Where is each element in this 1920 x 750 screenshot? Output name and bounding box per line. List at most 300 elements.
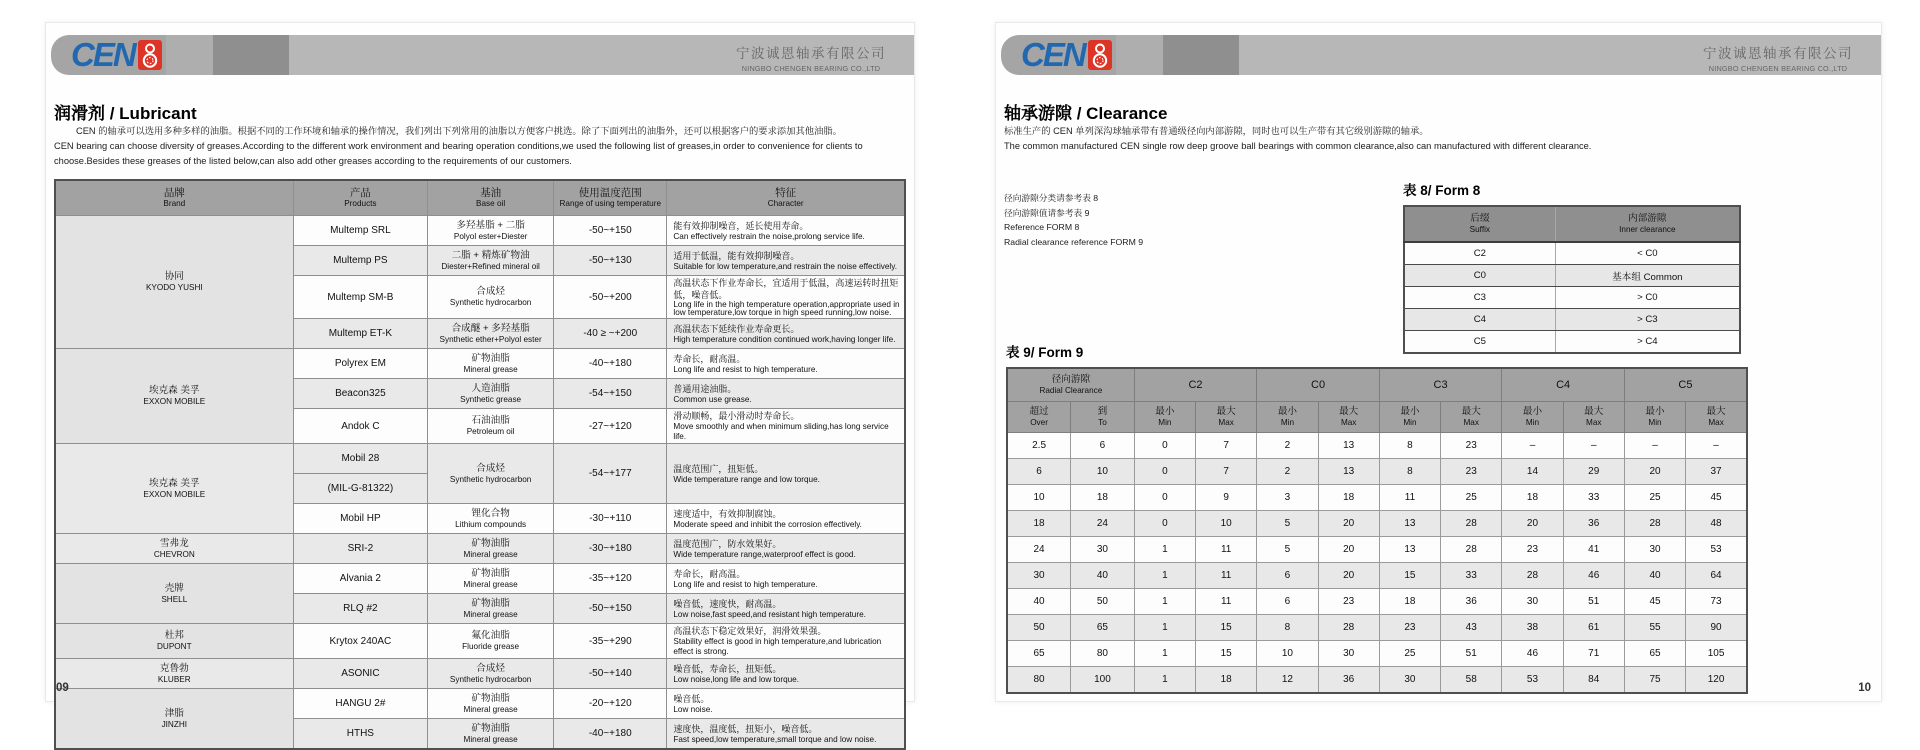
character-cell [667, 216, 905, 246]
page-number-right: 10 [1858, 682, 1871, 694]
cell-line-en: Fluoride grease [462, 642, 520, 651]
value-cell: 90 [1686, 615, 1747, 641]
table-row [1007, 433, 1747, 459]
value-cell: 0 [1134, 485, 1195, 511]
character-cn: 噪音低，寿命长，扭矩低。 [673, 663, 782, 674]
suffix-cell: C2 [1404, 242, 1555, 265]
lubricant-intro [54, 124, 906, 169]
cell-line-cn: 最小 [1400, 406, 1420, 417]
company-block [1703, 42, 1853, 73]
character-cn: 高温状态下延续作业寿命更长。 [673, 323, 800, 334]
page-number-left: 09 [56, 682, 69, 694]
character-cell [667, 689, 905, 719]
character-cell [667, 379, 905, 409]
character-en: Fast speed,low temperature,small torque and low noise. [673, 734, 877, 744]
clearance-intro-cn: 标准生产的 CEN 单列深沟球轴承带有普通级径向内部游隙，同时也可以生产带有其它级别游隙的轴承。 [1004, 126, 1429, 136]
header-bar [51, 35, 914, 75]
cell-line-en: Max [1340, 418, 1357, 427]
table-row [1404, 265, 1740, 287]
table-row [1404, 309, 1740, 331]
value-cell: 45 [1624, 589, 1685, 615]
product-cell: Alvania 2 [293, 564, 428, 594]
character-cn: 寿命长，耐高温。 [673, 568, 746, 579]
value-cell: 5 [1257, 537, 1318, 563]
value-cell: 0 [1134, 459, 1195, 485]
form8-title: 表 8/ Form 8 [1403, 183, 1481, 198]
cen-logo [71, 37, 162, 73]
cell-line-en: Petroleum oil [466, 427, 515, 436]
product-cell: Multemp SRL [293, 216, 428, 246]
value-cell: 73 [1686, 589, 1747, 615]
temperature-range-cell: -35~+120 [554, 564, 667, 594]
value-cell: 23 [1441, 433, 1502, 459]
table-row [55, 444, 905, 474]
value-cell: 11 [1196, 589, 1257, 615]
value-cell: 33 [1563, 485, 1624, 511]
value-cell: 6 [1257, 563, 1318, 589]
inner-clearance-header [1555, 206, 1740, 242]
character-en: Low noise. [673, 704, 713, 714]
lubricant-intro-en1: CEN bearing can choose diversity of greases.According to the different work environment and bearing operation conditions,we used the following list of greases,in order to convenience for [54, 141, 824, 151]
value-cell: 53 [1502, 667, 1563, 694]
base-oil-cell [428, 379, 554, 409]
value-cell: 40 [1007, 589, 1071, 615]
product-cell: HTHS [293, 719, 428, 750]
base-oil-cell [428, 246, 554, 276]
character-cell [667, 594, 905, 624]
value-cell: 53 [1686, 537, 1747, 563]
value-cell: 20 [1502, 511, 1563, 537]
character-cn: 温度范围广，扭矩低。 [673, 463, 764, 474]
cell-line-cn: 最大 [1461, 406, 1481, 417]
cell-line-cn: 最小 [1277, 406, 1297, 417]
cell-line-en: DUPONT [157, 642, 192, 651]
character-en: Moderate speed and inhibit the corrosion effectively. [673, 519, 862, 529]
cell-line-en: Suffix [1469, 225, 1491, 234]
value-cell: 18 [1007, 511, 1071, 537]
value-cell: 10 [1007, 485, 1071, 511]
cell-line-en: Inner clearance [1619, 225, 1676, 234]
value-cell: 30 [1318, 641, 1379, 667]
cen-logo [1021, 37, 1112, 73]
brand-cell [55, 534, 293, 564]
column-header [667, 180, 905, 216]
cell-line-cn: 后缀 [1470, 213, 1490, 224]
cell-line-cn: 杜邦 [164, 630, 184, 641]
cell-line-en: Lithium compounds [455, 519, 527, 529]
value-cell: 10 [1071, 459, 1135, 485]
temperature-range-cell: -54~+177 [554, 444, 667, 504]
form8-section [1403, 179, 1741, 354]
value-cell: 30 [1379, 667, 1440, 694]
temperature-range-cell: -50~+150 [554, 594, 667, 624]
value-cell: 1 [1134, 589, 1195, 615]
value-cell: 15 [1379, 563, 1440, 589]
value-cell: 18 [1502, 485, 1563, 511]
table-row [55, 624, 905, 659]
cell-line-en: Min [1280, 418, 1295, 427]
value-cell: 12 [1257, 667, 1318, 694]
cell-line-cn: 二脂 + 精炼矿物油 [451, 249, 530, 261]
lubricant-table-head [55, 180, 905, 216]
cen-logo-text: CEN [71, 36, 135, 73]
clearance-cell: > C0 [1555, 287, 1740, 309]
character-cell [667, 246, 905, 276]
temperature-range-cell: -40~+180 [554, 349, 667, 379]
max-header [1686, 402, 1747, 433]
character-en: Stability effect is good in high temperature,and lubrication effect is strong. [673, 637, 882, 656]
temperature-range-cell: -30~+110 [554, 504, 667, 534]
cell-line-en: SHELL [161, 594, 188, 604]
value-cell: 1 [1134, 563, 1195, 589]
cell-line-en: Mineral grease [463, 579, 518, 589]
value-cell: 20 [1318, 563, 1379, 589]
cell-line-en: KYODO YUSHI [145, 283, 203, 292]
header-bar [1001, 35, 1881, 75]
value-cell: 58 [1441, 667, 1502, 694]
value-cell: 13 [1318, 433, 1379, 459]
value-cell: 13 [1379, 537, 1440, 563]
product-cell: Krytox 240AC [293, 624, 428, 659]
header-row [1007, 368, 1747, 402]
value-cell: 36 [1318, 667, 1379, 694]
character-en: Low noise,long life and low torque. [673, 674, 799, 684]
value-cell: 18 [1071, 485, 1135, 511]
lubricant-table [54, 179, 906, 750]
clearance-intro-en: The common manufactured CEN single row deep groove ball bearings with common clearance,also can manufactured with different clearance. [1004, 141, 1592, 151]
value-cell: 64 [1686, 563, 1747, 589]
subheader-row [1007, 402, 1747, 433]
brand-cell [55, 349, 293, 444]
product-cell: Beacon325 [293, 379, 428, 409]
cen-logo-text: CEN [1021, 36, 1085, 73]
clearance-group-header: C2 [1134, 368, 1257, 402]
cell-line-cn: 合成烃 [476, 286, 506, 297]
base-oil-cell [428, 534, 554, 564]
cell-line-en: Diester+Refined mineral oil [441, 261, 540, 271]
value-cell: 1 [1134, 641, 1195, 667]
form8-head [1404, 206, 1740, 242]
value-cell: 84 [1563, 667, 1624, 694]
temperature-range-cell: -54~+150 [554, 379, 667, 409]
table-row [1007, 485, 1747, 511]
character-cn: 普通用途油脂。 [673, 383, 737, 394]
cell-line-cn: 最大 [1706, 406, 1726, 417]
brand-cell [55, 444, 293, 534]
cell-line-en: Base oil [476, 199, 506, 208]
value-cell: 65 [1624, 641, 1685, 667]
table-row [1007, 667, 1747, 694]
max-header [1318, 402, 1379, 433]
value-cell: 20 [1318, 537, 1379, 563]
column-header [293, 180, 428, 216]
character-en: Can effectively restrain the noise,prolong service life. [673, 231, 865, 241]
company-name-en: NINGBO CHENGEN BEARING CO.,LTD [1708, 64, 1848, 73]
value-cell: 28 [1318, 615, 1379, 641]
suffix-header [1404, 206, 1555, 242]
cell-line-cn: 矿物油脂 [471, 597, 510, 609]
value-cell: 2 [1257, 459, 1318, 485]
base-oil-cell [428, 564, 554, 594]
product-cell: ASONIC [293, 659, 428, 689]
table-row [55, 659, 905, 689]
cell-line-en: Mineral grease [463, 704, 518, 714]
max-header [1196, 402, 1257, 433]
clearance-intro [1004, 124, 1873, 154]
cell-line-cn: 特征 [775, 187, 797, 199]
value-cell: 3 [1257, 485, 1318, 511]
value-cell: 80 [1007, 667, 1071, 694]
cell-line-en: JINZHI [161, 719, 188, 729]
character-cn: 寿命长，耐高温。 [673, 353, 746, 364]
temperature-range-cell: -20~+120 [554, 689, 667, 719]
value-cell: 28 [1441, 511, 1502, 537]
lubricant-intro-en2: clients to choose.Besides these greases of the listed below,can also add other greases according to the requirements of our customers. [54, 141, 863, 166]
cell-line-cn: 合成烃 [476, 462, 506, 474]
value-cell: 10 [1196, 511, 1257, 537]
value-cell: 75 [1624, 667, 1685, 694]
base-oil-cell [428, 594, 554, 624]
value-cell: 13 [1318, 459, 1379, 485]
cell-line-en: Synthetic hydrocarbon [449, 674, 532, 684]
cell-line-cn: 最大 [1339, 406, 1359, 417]
value-cell: 30 [1502, 589, 1563, 615]
character-cell [667, 659, 905, 689]
base-oil-cell [428, 349, 554, 379]
cell-line-en: Min [1525, 418, 1540, 427]
cell-line-cn: 石油油脂 [471, 415, 510, 426]
value-cell: 6 [1257, 589, 1318, 615]
temperature-range-cell: -50~+150 [554, 216, 667, 246]
value-cell: 24 [1071, 511, 1135, 537]
character-cn: 适用于低温，能有效抑制噪音。 [673, 250, 800, 261]
lubricant-table-body [55, 216, 905, 750]
table-row [1007, 511, 1747, 537]
cell-line-en: Products [344, 199, 377, 208]
value-cell: 33 [1441, 563, 1502, 589]
value-cell: 5 [1257, 511, 1318, 537]
character-cn: 高温状态下作业寿命长，宜适用于低温，高速运转时扭矩低，噪音低。 [673, 278, 899, 300]
cell-line-en: Mineral grease [463, 549, 518, 559]
character-cn: 速度适中，有效抑制腐蚀。 [673, 508, 782, 519]
max-header [1441, 402, 1502, 433]
character-cell [667, 409, 905, 444]
bearing-icon [1088, 40, 1112, 70]
table-row [55, 349, 905, 379]
cell-line-en: CHEVRON [153, 549, 195, 559]
value-cell: 30 [1007, 563, 1071, 589]
page-title-clearance: 轴承游隙 / Clearance [1004, 104, 1168, 123]
character-cell [667, 349, 905, 379]
form9-body [1007, 433, 1747, 694]
cell-line-cn: 埃克森 美孚 [148, 477, 200, 489]
cell-line-cn: 最小 [1522, 406, 1543, 417]
value-cell: 28 [1441, 537, 1502, 563]
page-left [45, 22, 915, 744]
value-cell: 10 [1257, 641, 1318, 667]
cell-line-cn: 矿物油脂 [471, 722, 510, 734]
bearing-icon-glyph [1088, 40, 1112, 70]
value-cell: 37 [1686, 459, 1747, 485]
header-row [1404, 206, 1740, 242]
cell-line-cn: 津脂 [164, 707, 184, 719]
base-oil-cell [428, 719, 554, 750]
lubricant-table-wrap [54, 179, 906, 750]
max-header [1563, 402, 1624, 433]
company-name-en: NINGBO CHENGEN BEARING CO.,LTD [741, 64, 881, 73]
base-oil-cell [428, 216, 554, 246]
value-cell: 2 [1257, 433, 1318, 459]
min-header [1379, 402, 1440, 433]
min-header [1624, 402, 1685, 433]
ref-line: Reference FORM 8 [1004, 222, 1080, 232]
product-cell: Mobil HP [293, 504, 428, 534]
character-en: Low noise,fast speed,and resistant high temperature. [673, 609, 866, 619]
clearance-references [1004, 191, 1143, 249]
cell-line-cn: 使用温度范围 [578, 187, 642, 199]
value-cell: 25 [1624, 485, 1685, 511]
cell-line-cn: 最小 [1155, 406, 1175, 417]
value-cell: 14 [1502, 459, 1563, 485]
value-cell: 46 [1502, 641, 1563, 667]
header-row [55, 180, 905, 216]
suffix-cell: C0 [1404, 265, 1555, 287]
character-en: Move smoothly and when minimum sliding,has long service life. [673, 422, 889, 441]
value-cell: 28 [1624, 511, 1685, 537]
radial-clearance-header [1007, 368, 1134, 402]
value-cell: 1 [1134, 537, 1195, 563]
base-oil-cell [428, 624, 554, 659]
character-cell [667, 444, 905, 504]
temperature-range-cell: -27~+120 [554, 409, 667, 444]
cell-line-en: Character [767, 199, 804, 208]
form8-body [1404, 242, 1740, 353]
cell-line-en: EXXON MOBILE [143, 489, 206, 499]
cell-line-en: Max [1708, 418, 1724, 427]
table-row [1007, 589, 1747, 615]
character-cn: 能有效抑制噪音，延长使用寿命。 [673, 220, 809, 231]
lubricant-intro-cn: CEN 的轴承可以选用多种多样的油脂。根据不同的工作环境和轴承的操作情况，我们列出下列常用的油脂以方便客户挑选。除了下面列出的油脂外，还可以根据客户的要求添加其他油脂。 [76, 126, 842, 136]
cell-line-cn: 矿物油脂 [471, 537, 510, 549]
value-cell: 36 [1441, 589, 1502, 615]
temperature-range-cell: -35~+290 [554, 624, 667, 659]
temperature-range-cell: -50~+200 [554, 276, 667, 319]
character-en: Wide temperature range and low torque. [673, 474, 820, 484]
table-row [1007, 459, 1747, 485]
value-cell: 18 [1318, 485, 1379, 511]
cell-line-en: Range of using temperature [559, 199, 661, 208]
character-en: Long life in the high temperature operation,appropriate used in low temperature,low torque in high speed running,low noise. [673, 300, 900, 317]
value-cell: 65 [1007, 641, 1071, 667]
cell-line-en: EXXON MOBILE [143, 397, 206, 406]
character-cell [667, 719, 905, 750]
cell-line-en: Mineral grease [463, 734, 518, 744]
page-right [995, 22, 1882, 702]
base-oil-cell [428, 319, 554, 349]
cell-line-cn: 最小 [1645, 406, 1665, 417]
table-row [1007, 563, 1747, 589]
character-en: Suitable for low temperature,and restrain the noise effectively. [673, 261, 897, 271]
value-cell: – [1686, 433, 1747, 459]
value-cell: 50 [1071, 589, 1135, 615]
cell-line-cn: 产品 [349, 187, 371, 199]
min-header [1502, 402, 1563, 433]
value-cell: 18 [1379, 589, 1440, 615]
temperature-range-cell: -40~+180 [554, 719, 667, 750]
table-row [1007, 641, 1747, 667]
clearance-cell: < C0 [1555, 242, 1740, 265]
cell-line-cn: 径向游隙 [1051, 374, 1091, 385]
table-row [55, 564, 905, 594]
product-cell: Multemp SM-B [293, 276, 428, 319]
cell-line-en: Min [1158, 418, 1172, 427]
value-cell: 15 [1196, 641, 1257, 667]
value-cell: 30 [1624, 537, 1685, 563]
column-header [428, 180, 554, 216]
clearance-group-header: C0 [1257, 368, 1380, 402]
temperature-range-cell: -50~+140 [554, 659, 667, 689]
min-header [1134, 402, 1195, 433]
value-cell: 8 [1379, 459, 1440, 485]
value-cell: 6 [1071, 433, 1135, 459]
value-cell: 7 [1196, 433, 1257, 459]
value-cell: 51 [1441, 641, 1502, 667]
character-cn: 高温状态下稳定效果好，润滑效果强。 [673, 626, 827, 636]
form9-head [1007, 368, 1747, 433]
value-cell: 55 [1624, 615, 1685, 641]
value-cell: 6 [1007, 459, 1071, 485]
cell-line-en: Synthetic hydrocarbon [449, 298, 532, 307]
character-en: Long life and resist to high temperature. [673, 364, 818, 374]
base-oil-cell [428, 409, 554, 444]
value-cell: 29 [1563, 459, 1624, 485]
company-name-cn: 宁波诚恩轴承有限公司 [736, 46, 886, 61]
cell-line-en: Synthetic hydrocarbon [449, 474, 532, 484]
value-cell: 38 [1502, 615, 1563, 641]
character-cn: 滑动顺畅，最小滑动时寿命长。 [673, 411, 800, 421]
clearance-cell: > C4 [1555, 331, 1740, 354]
to-header [1071, 402, 1135, 433]
base-oil-cell [428, 276, 554, 319]
value-cell: 40 [1071, 563, 1135, 589]
value-cell: 8 [1379, 433, 1440, 459]
form9-title: 表 9/ Form 9 [1006, 345, 1084, 360]
base-oil-cell [428, 504, 554, 534]
suffix-cell: C3 [1404, 287, 1555, 309]
temperature-range-cell: -40 ≥ ~+200 [554, 319, 667, 349]
value-cell: 71 [1563, 641, 1624, 667]
cell-line-cn: 超过 [1029, 406, 1049, 417]
brand-cell [55, 624, 293, 659]
value-cell: 28 [1502, 563, 1563, 589]
cell-line-cn: 氟化油脂 [471, 630, 510, 641]
cell-line-cn: 协同 [164, 271, 184, 282]
value-cell: 20 [1318, 511, 1379, 537]
cell-line-en: Max [1586, 418, 1602, 427]
ref-line: Radial clearance reference FORM 9 [1004, 236, 1144, 247]
brand-cell [55, 564, 293, 624]
table-row [55, 534, 905, 564]
cell-line-en: Radial Clearance [1039, 386, 1103, 395]
table-row [55, 689, 905, 719]
value-cell: – [1624, 433, 1685, 459]
cell-line-cn: 矿物油脂 [471, 567, 510, 579]
value-cell: 105 [1686, 641, 1747, 667]
value-cell: 24 [1007, 537, 1071, 563]
value-cell: 100 [1071, 667, 1135, 694]
character-cell [667, 534, 905, 564]
form9-section [1006, 341, 1748, 694]
